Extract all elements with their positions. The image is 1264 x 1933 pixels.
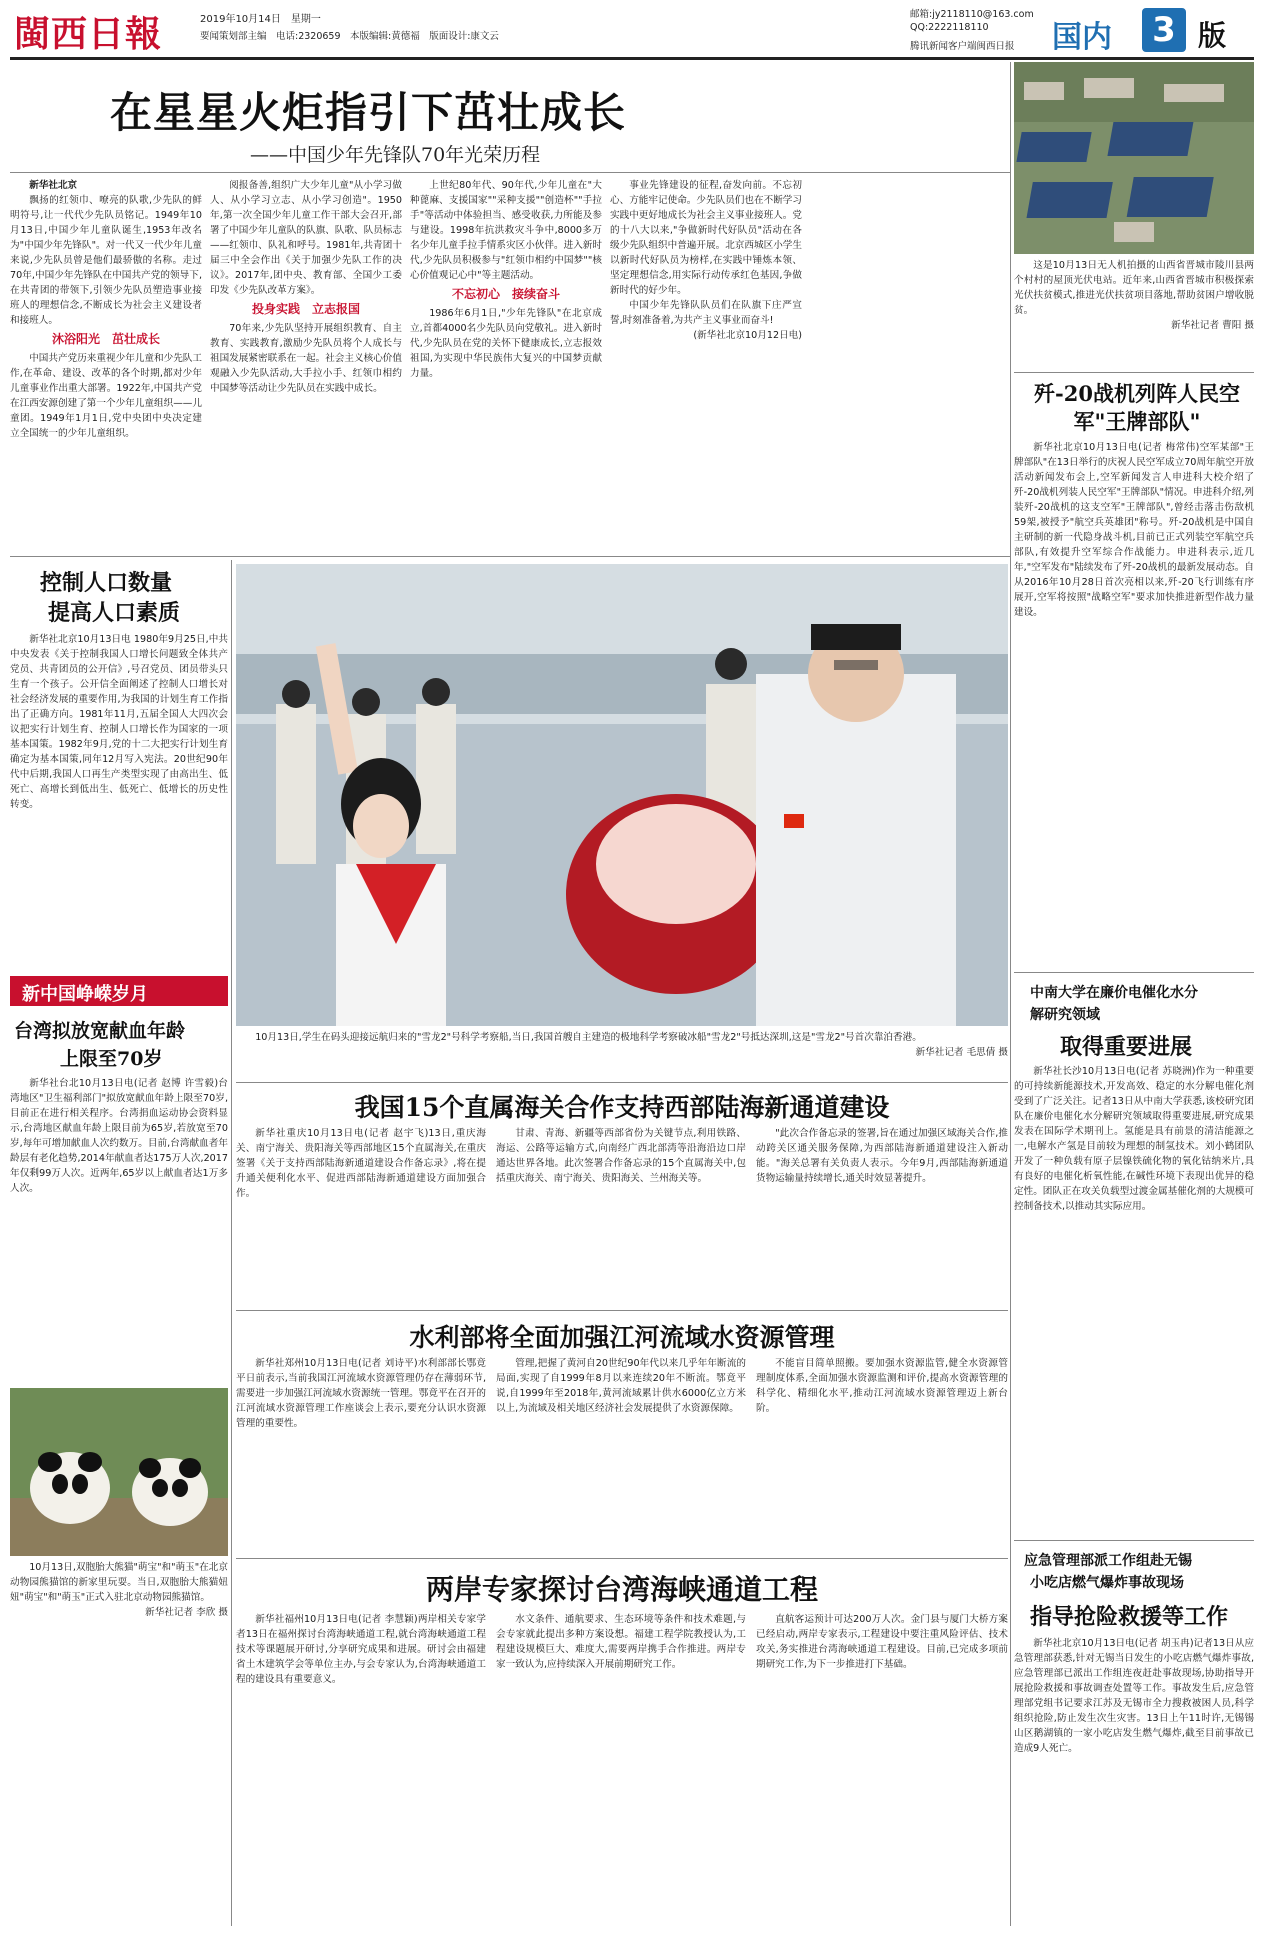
j20-body-text: 新华社北京10月13日电(记者 梅常伟)空军某部"王牌部队"在13日举行的庆祝人民空军成立70周年航空开放活动新闻发布会上,空军新闻发言人申进科大校介绍了歼-20战机列装人民空军"王牌部队"情况。申进科介绍,列装歼-20战机的这支空军"王牌部队",曾经击落击伤敌机59架,被授予"航空兵英雄团"称号。歼-20战机是中国自主研制的新一代隐身战斗机,目前已正式列装空军航空兵部队,有效提升空军综合作战能力。申进科表示,近几年,"空军发布"陆续发布了歼-20战机的最新发展动态。自从2016年10月28日首次亮相以来,歼-20飞行训练有序展开,空军将按照"战略空军"要求加快推进新型作战力量建设。: [1014, 442, 1254, 618]
panda-caption-text: 10月13日,双胞胎大熊猫"萌宝"和"萌玉"在北京动物园熊猫馆的新家里玩耍。当日,双胞胎大熊猫妞妞"萌宝"和"萌玉"正式入驻北京动物园熊猫馆。: [10, 1562, 228, 1603]
lead-subhead: ——中国少年先锋队70年光荣历程: [250, 144, 541, 166]
solar-caption: [1014, 258, 1254, 368]
date-line: 2019年10月14日 星期一: [200, 14, 321, 25]
population-rule: [10, 556, 1010, 557]
catalyst-rule: [1014, 1540, 1254, 1541]
lead-subheading-2: 投身实践 立志报国: [251, 302, 360, 316]
strait-col3-text: 直航客运预计可达200万人次。金门县与厦门大桥方案已经启动,两岸专家表示,工程建设中要注重风险评估、技术攻关,务实推进台湾海峡通道工程建设。目前,已完成多项前期研究工作,为下一步推进打下基础。: [756, 1614, 1008, 1670]
contact-email: 邮箱:jy2118110@163.com: [910, 9, 1034, 20]
main-photo-caption: [236, 1030, 1008, 1078]
blood-body: [10, 1076, 228, 1382]
series-banner: [10, 976, 228, 1006]
population-headline-1: 控制人口数量: [40, 570, 173, 596]
water-col2-text: 管理,把握了黄河自20世纪90年代以来几乎年年断流的局面,实现了自1999年8月以来连续20年不断流。鄂竟平说,自1999年至2018年,黄河流域累计供水6000亿立方米以上,为流域及相关地区经济社会发展提供了水资源保障。: [496, 1358, 746, 1414]
customs-col2-text: 甘肃、青海、新疆等西部省份为关键节点,利用铁路、海运、公路等运输方式,向南经广西北部湾等沿海沿边口岸通达世界各地。此次签署合作备忘录的15个直属海关中,包括重庆海关、南宁海关、贵阳海关、兰州海关等。: [496, 1128, 746, 1184]
strait-col-3: [756, 1612, 1008, 1926]
lead-col4b-text: 中国少年先锋队队员们在队旗下庄严宣誓,时刻准备着,为共产主义事业而奋斗!: [610, 300, 802, 326]
panda-caption: [10, 1560, 228, 1926]
panda-credit: 新华社记者 李欣 摄: [145, 1607, 228, 1618]
water-col-2: [496, 1356, 746, 1552]
water-col-3: [756, 1356, 1008, 1552]
lead-column-3: [410, 178, 602, 550]
j20-rule: [1014, 972, 1254, 973]
page-number: 3: [1142, 8, 1186, 52]
customs-col3-text: "此次合作备忘录的签署,旨在通过加强区域海关合作,推动跨关区通关服务保障,为西部陆海新通道建设注入新动能。"海关总署有关负责人表示。今年9月,西部陆海新通道货物运输量持续增长,通关时效显著提升。: [756, 1128, 1008, 1184]
customs-rule: [236, 1082, 1008, 1083]
strait-col-1: [236, 1612, 486, 1926]
main-photo-credit: 新华社记者 毛思倩 摄: [915, 1047, 1008, 1058]
lead-col3b-text: 1986年6月1日,"少年先锋队"在北京成立,首都4000名少先队员向党敬礼。进入新时代,少先队员在党的关怀下健康成长,立志报效祖国,为实现中华民族伟大复兴的中国梦贡献力量。: [410, 308, 602, 379]
customs-col-2: [496, 1126, 746, 1306]
solar-caption-text: 这是10月13日无人机拍摄的山西省晋城市陵川县两个村村的屋顶光伏电站。近年来,山西省晋城市积极探索光伏扶贫模式,推进光伏扶贫项目落地,帮助贫困户增收脱贫。: [1014, 260, 1254, 316]
gas-headline-2: 小吃店燃气爆炸事故现场: [1030, 1575, 1184, 1591]
lead-rule: [10, 172, 1010, 173]
catalyst-headline-1: 中南大学在廉价电催化水分: [1030, 985, 1198, 1001]
lead-col3-text: 上世纪80年代、90年代,少年儿童在"大种蓖麻、支援国家""采种支援""创造杯""手拉手"等活动中体验担当、感受收获,力所能及参与建设。1998年抗洪救灾斗争中,8000多万名少年儿童手拉手情系灾区小伙伴。进入新时代,少先队员积极参与"红领巾相约中国梦""核心价值观记心中"等主题活动。: [410, 180, 602, 281]
blood-headline-1: 台湾拟放宽献血年龄: [14, 1020, 186, 1042]
lead-column-4: [610, 178, 802, 550]
left-column-divider: [231, 560, 232, 1926]
contact-qq: QQ:2222118110: [910, 22, 989, 33]
lead-col2-text: 阅报备善,组织广大少年儿童"从小学习做人、从小学习立志、从小学习创造"。1950年,第一次全国少年儿童工作干部大会召开,部署了中国少年儿童队的队旗、队歌、队员标志——红领巾、队礼和呼号。1981年,共青团十届三中全会作出《关于加强少先队工作的决议》。2017年,团中央、教育部、全国少工委印发《少先队改革方案》。: [210, 180, 402, 296]
lead-byline: 新华社北京: [29, 180, 78, 191]
lead-subheading-3: 不忘初心 接续奋斗: [451, 287, 560, 301]
strait-col-2: [496, 1612, 746, 1926]
lead-column-2: [210, 178, 402, 550]
population-headline-2: 提高人口素质: [48, 600, 181, 626]
gas-headline-3: 指导抢险救援等工作: [1030, 1604, 1229, 1630]
strait-col2-text: 水文条件、通航要求、生态环境等条件和技术难题,与会专家就此提出多种方案设想。福建工程学院教授认为,工程建设规模巨大、难度大,需要两岸携手合作推进。两岸专家一致认为,应持续深入开展前期研究工作。: [496, 1614, 746, 1670]
customs-col-1: [236, 1126, 486, 1306]
lead-column-1: [10, 178, 202, 550]
gas-body-text: 新华社北京10月13日电(记者 胡玉冉)记者13日从应急管理部获悉,针对无锡当日发生的小吃店燃气爆炸事故,应急管理部已派出工作组连夜赶赴事故现场,协助指导开展抢险救援和事故调查处置等工作。事故发生后,应急管理部党组书记要求江苏及无锡市全力搜救被困人员,科学组织抢险,防止发生次生灾害。13日上午11时许,无锡锡山区鹅湖镇的一家小吃店发生燃气爆炸,截至目前事故已造成9人死亡。: [1014, 1638, 1254, 1754]
lead-credit: (新华社北京10月12日电): [693, 330, 802, 341]
panda-photo: [10, 1388, 228, 1556]
main-photo-caption-text: 10月13日,学生在码头迎接远航归来的"雪龙2"号科学考察船,当日,我国首艘自主建造的极地科学考察破冰船"雪龙2"号抵达深圳,这是"雪龙2"号首次靠泊香港。: [255, 1032, 922, 1043]
solar-farm-photo: [1014, 62, 1254, 254]
customs-col-3: [756, 1126, 1008, 1306]
blood-headline-2: 上限至70岁: [60, 1048, 163, 1070]
lead-col2b-text: 70年来,少先队坚持开展组织教育、自主教育、实践教育,激励少先队员将个人成长与祖国发展紧密联系在一起。社会主义核心价值观融入少先队活动,大手拉小手、红领巾相约中国梦等活动让少先队员在实践中成长。: [210, 323, 402, 394]
water-col1-text: 新华社郑州10月13日电(记者 刘诗平)水利部部长鄂竟平日前表示,当前我国江河流域水资源管理仍存在薄弱环节,需要进一步加强江河流域水资源统一管理。鄂竟平在召开的江河流域水资源管理工作座谈会上表示,要充分认识水资源管理的重要性。: [236, 1358, 486, 1429]
section-name: 国内: [1052, 20, 1112, 55]
section-badge: [1050, 8, 1250, 55]
masthead-rule: [10, 57, 1254, 60]
gas-body: [1014, 1636, 1254, 1926]
lead-headline: 在星星火炬指引下茁壮成长: [110, 88, 627, 137]
blood-body-text: 新华社台北10月13日电(记者 赵博 许雪毅)台湾地区"卫生福利部门"拟放宽献血年龄上限至70岁,目前正在进行相关程序。台湾捐血运动协会资料显示,台湾地区献血年龄上限目前为65岁,若放宽至70岁,每年可增加献血人次约数万。目前,台湾献血者年龄层有老化趋势,2014年献血者达175万人次,2017年仅剩99万人次。近两年,65岁以上献血者达1万多人次。: [10, 1078, 228, 1194]
lead-col1b-text: 中国共产党历来重视少年儿童和少先队工作,在革命、建设、改革的各个时期,都对少年儿童事业作出重大部署。1922年,中国共产党在江西安源创建了第一个少年儿童组织——儿童团。1949年1月1日,党中央团中央决定建立全国统一的少年儿童组织。: [10, 353, 202, 439]
masthead: [0, 0, 1264, 60]
catalyst-body-text: 新华社长沙10月13日电(记者 苏晓洲)作为一种重要的可持续新能源技术,开发高效、稳定的水分解电催化剂受到了广泛关注。记者13日从中南大学获悉,该校研究团队在廉价电催化水分解研究领域取得重要进展,研究成果发表在国际学术期刊上。氢能是具有前景的清洁能源之一,电解水产氢是目前较为理想的制氢技术。刘小鹤团队开发了一种负载有原子层镍铁硫化物的氧化钴纳米片,具有良好的电催化析氧性能,在碱性环境下表现出优异的稳定性。团队正在攻关负载型过渡金属基催化剂的大规模可控制备技术,以推动其实际应用。: [1014, 1066, 1254, 1212]
catalyst-headline-3: 取得重要进展: [1060, 1034, 1193, 1060]
strait-headline: 两岸专家探讨台湾海峡通道工程: [425, 1573, 818, 1606]
population-body-text: 新华社北京10月13日电 1980年9月25日,中共中央发表《关于控制我国人口增长问题致全体共产党员、共青团员的公开信》,号召党员、团员带头只生育一个孩子。公开信全面阐述了控制人口增长对社会经济发展的重要作用,为我国的计划生育工作指出了正确方向。1981年11月,五届全国人大四次会议把实行计划生育、控制人口增长作为国家的一项基本国策。1982年9月,党的十二大把实行计划生育确定为基本国策,同年12月写入宪法。20世纪90年代中后期,我国人口再生产类型实现了由高出生、低死亡、高增长到低出生、低死亡、低增长的历史性转变。: [10, 634, 228, 810]
customs-col1-text: 新华社重庆10月13日电(记者 赵宇飞)13日,重庆海关、南宁海关、贵阳海关等西部地区15个直属海关,在重庆签署《关于支持西部陆海新通道建设合作备忘录》,将在提升通关便利化水平、促进西部陆海新通道建设方面加强合作。: [236, 1128, 486, 1199]
strait-col1-text: 新华社福州10月13日电(记者 李慧颖)两岸相关专家学者13日在福州探讨台湾海峡通道工程,就台湾海峡通道工程技术等课题展开研讨,分享研究成果和进展。研讨会由福建省土木建筑学会等单位主办,与会专家认为,台湾海峡通道工程的建设具有重要意义。: [236, 1614, 486, 1685]
catalyst-body: [1014, 1064, 1254, 1534]
population-body: [10, 632, 228, 970]
right-column-divider: [1010, 62, 1011, 1926]
page-unit: 版: [1198, 19, 1227, 52]
newspaper-logo: 閩西日報: [14, 13, 163, 55]
solar-credit: 新华社记者 曹阳 摄: [1171, 320, 1254, 331]
water-col3-text: 不能盲目简单照搬。要加强水资源监管,健全水资源管理制度体系,全面加强水资源监测和评价,提高水资源管理的科学化、精细化水平,推动江河流域水资源管理迈上新台阶。: [756, 1358, 1008, 1414]
j20-headline: 歼-20战机列阵人民空军"王牌部队": [1034, 381, 1240, 434]
water-col-1: [236, 1356, 486, 1552]
lead-col1-text: 飘扬的红领巾、嘹亮的队歌,少先队的鲜明符号,让一代代少先队员铭记。1949年10月13日,中国少年儿童队诞生,1953年改名为"中国少年先锋队"。对一代又一代少年儿童来说,少先队员曾是他们最骄傲的名称。走过70年,中国少年先锋队在中国共产党的领导下,在共青团的带领下,引领少先队员塑造事业接班人的理想信念,不断成长为社会主义建设者和接班人。: [10, 195, 202, 326]
water-headline: 水利部将全面加强江河流域水资源管理: [409, 1323, 835, 1352]
contact-joint: 腾讯新闻客户端闽西日报: [910, 41, 1015, 52]
solar-rule: [1014, 372, 1254, 373]
lead-subheading-1: 沐浴阳光 茁壮成长: [51, 332, 160, 346]
edition-line: 要闻策划部主编 电话:2320659 本版编辑:黄德福 版面设计:康文云: [200, 31, 499, 42]
j20-body: [1014, 440, 1254, 966]
strait-rule: [236, 1558, 1008, 1559]
catalyst-headline-2: 解研究领域: [1030, 1007, 1100, 1023]
gas-headline-1: 应急管理部派工作组赴无锡: [1024, 1553, 1192, 1569]
lead-col4-text: 事业先锋建设的征程,奋发向前。不忘初心、方能牢记使命。少先队员们也在不断学习实践中更好地成长为社会主义事业接班人。党的十八大以来,"争做新时代好队员"活动在各级少先队组织中普遍开展。北京西城区小学生以新时代好队员为榜样,在实践中锤炼本领、坚定理想信念,用实际行动传承红色基因,争做新时代的好少年。: [610, 180, 802, 296]
customs-headline: 我国15个直属海关合作支持西部陆海新通道建设: [354, 1093, 890, 1122]
icebreaker-welcome-photo: [236, 564, 1008, 1026]
series-banner-text: 新中国峥嵘岁月: [22, 984, 148, 1005]
water-rule: [236, 1310, 1008, 1311]
